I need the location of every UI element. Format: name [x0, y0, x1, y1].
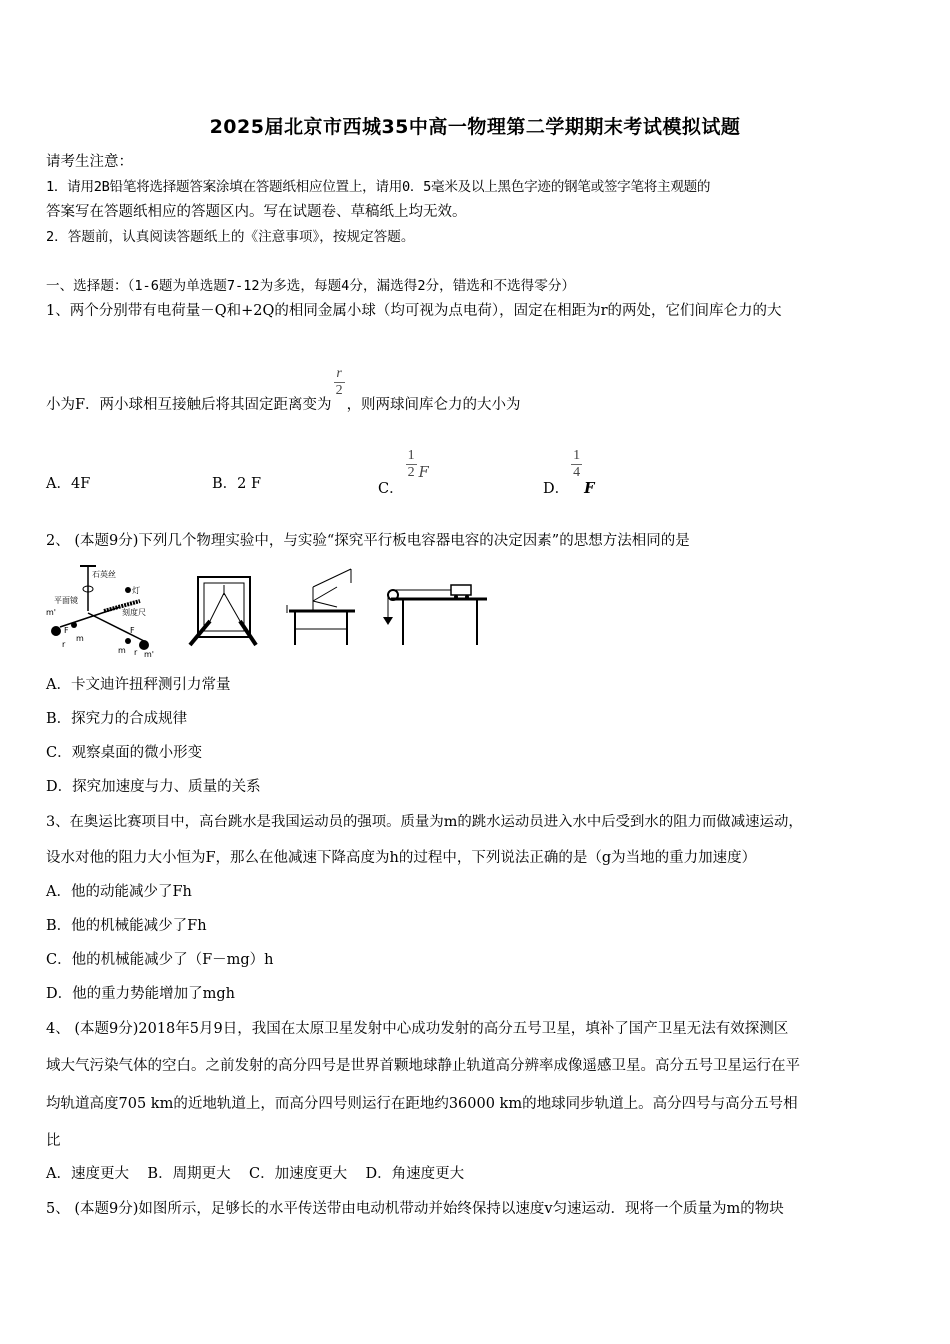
q3-stem-line2: 设水对他的阻力大小恒为F，那么在他减速下降高度为h的过程中，下列说法正确的是（g为当地的重力加速度） [46, 850, 757, 866]
q1-distance-fraction [334, 366, 345, 399]
q3-option-b[interactable]: B．他的机械能减少了Fh [46, 918, 207, 934]
opt-c-label: C． [378, 480, 404, 497]
q2-option-b[interactable]: B．探究力的合成规律 [46, 711, 188, 727]
q1-line2-text-a: 小为F．两小球相互接触后将其固定距离变为 [46, 396, 332, 413]
label-m-left: m [76, 634, 84, 643]
q3-option-d[interactable]: D．他的重力势能增加了mgh [46, 986, 235, 1002]
torsion-balance-figure [44, 563, 156, 659]
frac-num: 1 [573, 448, 581, 463]
q1-option-d[interactable] [543, 448, 595, 497]
q4-stem-line3: 均轨道高度705 km的近地轨道上，而高分四号则运行在距地约36000 km的地球同步轨道上。高分四号与高分五号相 [46, 1096, 798, 1112]
label-scale: 刻度尺 [122, 608, 146, 617]
q1-option-c[interactable] [378, 448, 429, 497]
q2-option-a[interactable]: A．卡文迪许扭秤测引力常量 [46, 677, 231, 693]
label-m-prime-left: m' [46, 608, 56, 617]
force-composition-figure [184, 563, 264, 651]
frac-num: r [334, 366, 345, 383]
notice-item-1b: 答案写在答题纸相应的答题区内。写在试题卷、草稿纸上均无效。 [46, 204, 467, 220]
frac-den: 2 [407, 465, 415, 480]
q1-stem-line2 [46, 366, 521, 413]
label-f-left: F [64, 626, 69, 635]
q2-option-c[interactable]: C．观察桌面的微小形变 [46, 745, 203, 761]
q3-option-c[interactable]: C．他的机械能减少了（F－mg）h [46, 952, 274, 968]
opt-d-var: F [584, 479, 595, 497]
q5-stem-line1: 5、 (本题9分)如图所示，足够长的水平传送带由电动机带动并始终保持以速度v匀速运动．现将一个质量为m的物块 [46, 1201, 784, 1217]
q2-stem: 2、 (本题9分)下列几个物理实验中，与实验“探究平行板电容器电容的决定因素”的思想方法相同的是 [46, 533, 690, 549]
label-r-left: r [62, 640, 66, 649]
frac-den: 2 [335, 383, 343, 398]
frac-den: 4 [573, 465, 581, 480]
q1-line2-text-b: ，则两球间库仑力的大小为 [346, 396, 521, 413]
label-lamp: 灯 [132, 586, 140, 595]
frac-num: 1 [407, 448, 415, 463]
q4-stem-line4: 比 [46, 1133, 61, 1149]
q1-option-b[interactable]: B．2 F [212, 476, 262, 492]
label-r-right: r [134, 648, 138, 657]
lamp-icon [125, 587, 131, 593]
opt-d-label: D． [543, 480, 570, 497]
q1-stem-line1: 1、两个分别带有电荷量－Q和+2Q的相同金属小球（均可视为点电荷），固定在相距为r的两处，它们间库仑力的大 [46, 303, 782, 319]
label-quartz-fiber: 石英丝 [92, 570, 116, 579]
q4-stem-line1: 4、 (本题9分)2018年5月9日，我国在太原卫星发射中心成功发射的高分五号卫星，填补了国产卫星无法有效探测区 [46, 1021, 789, 1037]
q4-stem-line2: 域大气污染气体的空白。之前发射的高分四号是世界首颗地球静止轨道高分辨率成像遥感卫星。高分五号卫星运行在平 [46, 1058, 800, 1074]
notice-item-1a: 1．请用2B铅笔将选择题答案涂填在答题纸相应位置上，请用0．5毫米及以上黑色字迹的钢笔或签字笔将主观题的 [46, 179, 711, 195]
opt-c-fraction [406, 448, 417, 481]
label-f-right: F [130, 626, 135, 635]
section-1-heading: 一、选择题：（1-6题为单选题7-12为多选，每题4分，漏选得2分，错选和不选得零分） [46, 278, 576, 294]
notice-heading: 请考生注意： [46, 154, 133, 170]
opt-d-fraction [571, 448, 582, 481]
notice-item-2: 2．答题前，认真阅读答题纸上的《注意事项》，按规定答题。 [46, 229, 415, 245]
label-m-right: m [118, 646, 126, 655]
page-title: 2025届北京市西城35中高一物理第二学期期末考试模拟试题 [209, 116, 741, 138]
opt-c-var: F [418, 464, 429, 481]
q3-option-a[interactable]: A．他的动能减少了Fh [46, 884, 192, 900]
q2-option-d[interactable]: D．探究加速度与力、质量的关系 [46, 779, 261, 795]
cart-experiment-figure [381, 563, 491, 649]
q3-stem-line1: 3、在奥运比赛项目中，高台跳水是我国运动员的强项。质量为m的跳水运动员进入水中后受到水的阻力而做减速运动， [46, 814, 803, 830]
q1-option-a[interactable]: A．4F [46, 476, 91, 492]
label-mirror: 平面镜 [54, 596, 78, 605]
table-deformation-figure [285, 563, 365, 649]
q4-options[interactable]: A．速度更大 B．周期更大 C．加速度更大 D．角速度更大 [46, 1166, 465, 1182]
label-m-prime-right: m' [144, 650, 154, 659]
